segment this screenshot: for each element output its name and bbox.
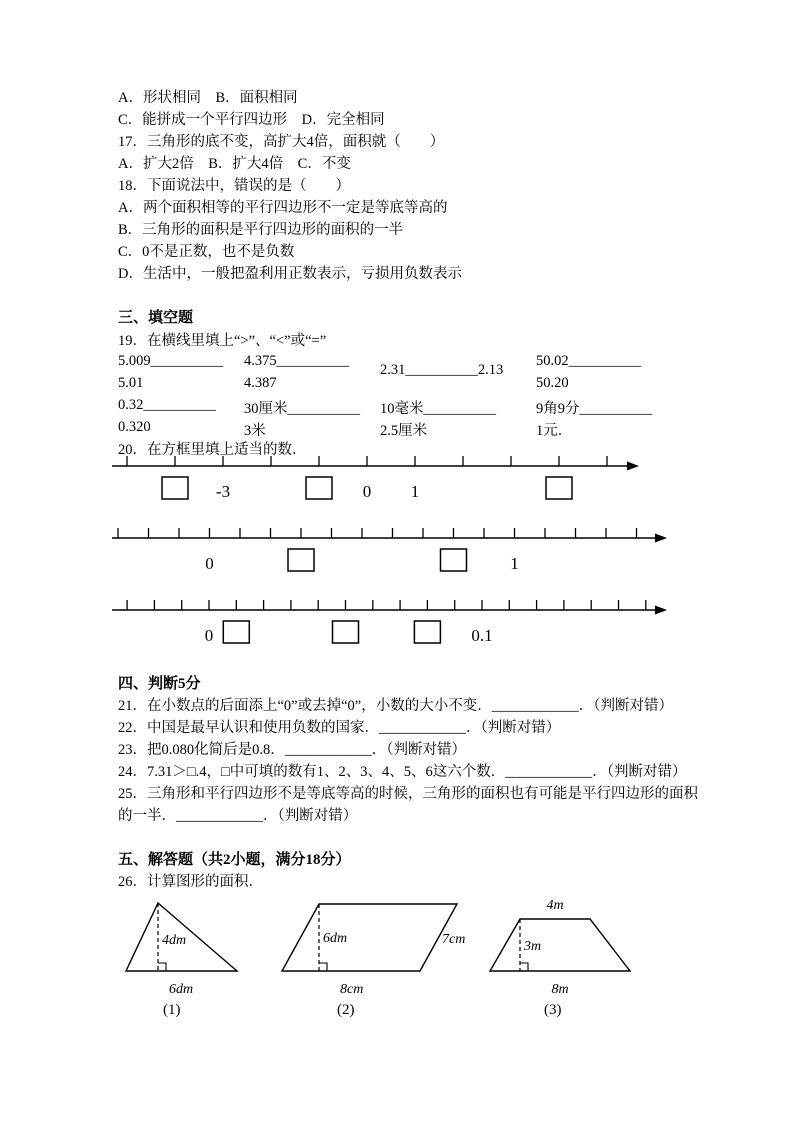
mcq-line: A．扩大2倍 B．扩大4倍 C．不变 (118, 156, 351, 172)
trapezoid-figure (468, 892, 658, 1004)
axis-arrow-icon (655, 606, 667, 615)
number-line-3 (112, 596, 668, 656)
answer-box (414, 621, 440, 643)
answer-box (546, 477, 572, 499)
mcq-line: D．生活中，一般把盈利用正数表示，亏损用负数表示 (118, 266, 462, 282)
answer-box (333, 621, 359, 643)
axis-label: 1 (510, 554, 519, 573)
question-17-stem: 17．三角形的底不变，高扩大4倍，面积就（ ） (118, 134, 445, 150)
top-label: 4m (546, 898, 564, 913)
question-19-stem: 19．在横线里填上“>”、“<”或“=” (118, 333, 327, 349)
answer-box (162, 477, 188, 499)
mcq-line: A．两个面积相等的平行四边形不一定是等底等高的 (118, 200, 448, 216)
figure-outline (282, 904, 457, 971)
figure-caption: (2) (337, 1002, 355, 1018)
section-heading-fill: 三、填空题 (118, 310, 194, 326)
compare-cell: 5.01 (118, 375, 144, 391)
right-angle-mark (158, 963, 166, 971)
base-label: 6dm (169, 982, 194, 997)
compare-cell: 0.32__________ (118, 397, 216, 413)
height-label: 4dm (162, 933, 187, 948)
section-heading-judge: 四、判断5分 (118, 676, 201, 692)
axis-label: 0.1 (471, 626, 493, 645)
tick-marks (127, 456, 607, 466)
question-20-stem: 20．在方框里填上适当的数． (118, 442, 307, 458)
axis-label: 0 (204, 626, 214, 645)
judge-line: 21．在小数点的后面添上“0”或去掉“0”，小数的大小不变．____________．（判断对错） (118, 698, 673, 714)
compare-cell: 9角9分__________ (536, 401, 652, 417)
tick-marks (127, 600, 646, 610)
compare-cell: 10毫米__________ (380, 401, 496, 417)
mcq-line: A．形状相同 B．面积相同 (118, 90, 298, 106)
answer-box (223, 621, 249, 643)
judge-line: 23．把0.080化简后是0.8．____________．（判断对错） (118, 742, 466, 758)
right-angle-mark (520, 963, 528, 971)
axis-label: 0 (205, 554, 214, 573)
side-label: 7cm (442, 932, 466, 947)
height-label: 3m (524, 939, 542, 954)
question-26-stem: 26．计算图形的面积． (118, 874, 263, 890)
answer-box (288, 549, 314, 571)
compare-cell: 50.02__________ (536, 353, 642, 369)
judge-line: 25．三角形和平行四边形不是等底等高的时候，三角形的面积也有可能是平行四边形的面积 (118, 786, 698, 802)
axis-label: -3 (215, 482, 231, 501)
compare-cell: 2.31__________2.13 (380, 362, 504, 378)
section-heading-solve: 五、解答题（共2小题，满分18分） (118, 852, 351, 868)
figure-caption: (3) (544, 1002, 562, 1018)
parallelogram-figure (272, 892, 477, 1004)
figure-outline (490, 919, 630, 971)
compare-cell: 3米 (244, 423, 266, 439)
compare-cell: 4.375__________ (244, 353, 350, 369)
figure-caption: (1) (163, 1002, 181, 1018)
compare-cell: 0.320 (118, 419, 151, 435)
compare-cell: 4.387 (244, 375, 277, 391)
base-label: 8cm (340, 982, 364, 997)
compare-cell: 2.5厘米 (380, 423, 428, 439)
height-label: 6dm (323, 931, 348, 946)
triangle-figure (115, 892, 260, 1004)
compare-cell: 1元． (536, 423, 573, 439)
number-line-1 (112, 452, 640, 512)
axis-label: 1 (410, 482, 420, 501)
compare-cell: 30厘米__________ (244, 401, 360, 417)
judge-line: 22．中国是最早认识和使用负数的国家．____________．（判断对错） (118, 720, 561, 736)
mcq-line: C．能拼成一个平行四边形 D．完全相同 (118, 112, 385, 128)
axis-arrow-icon (655, 534, 667, 543)
right-angle-mark (319, 963, 327, 971)
axis-label: 0 (362, 482, 372, 501)
answer-box (306, 477, 332, 499)
axis-arrow-icon (627, 462, 639, 471)
number-line-2 (112, 524, 668, 584)
answer-box (441, 549, 467, 571)
judge-line: 的一半．____________．（判断对错） (118, 808, 358, 824)
question-18-stem: 18．下面说法中，错误的是（ ） (118, 178, 350, 194)
judge-line: 24．7.31＞□.4，□中可填的数有1、2、3、4、5、6这六个数．____________．（判断对错） (118, 764, 687, 780)
mcq-line: B．三角形的面积是平行四边形的面积的一半 (118, 222, 404, 238)
mcq-line: C．0不是正数，也不是负数 (118, 244, 295, 260)
compare-cell: 50.20 (536, 375, 569, 391)
compare-cell: 5.009__________ (118, 353, 224, 369)
tick-marks (118, 528, 637, 538)
base-label: 8m (551, 982, 569, 997)
